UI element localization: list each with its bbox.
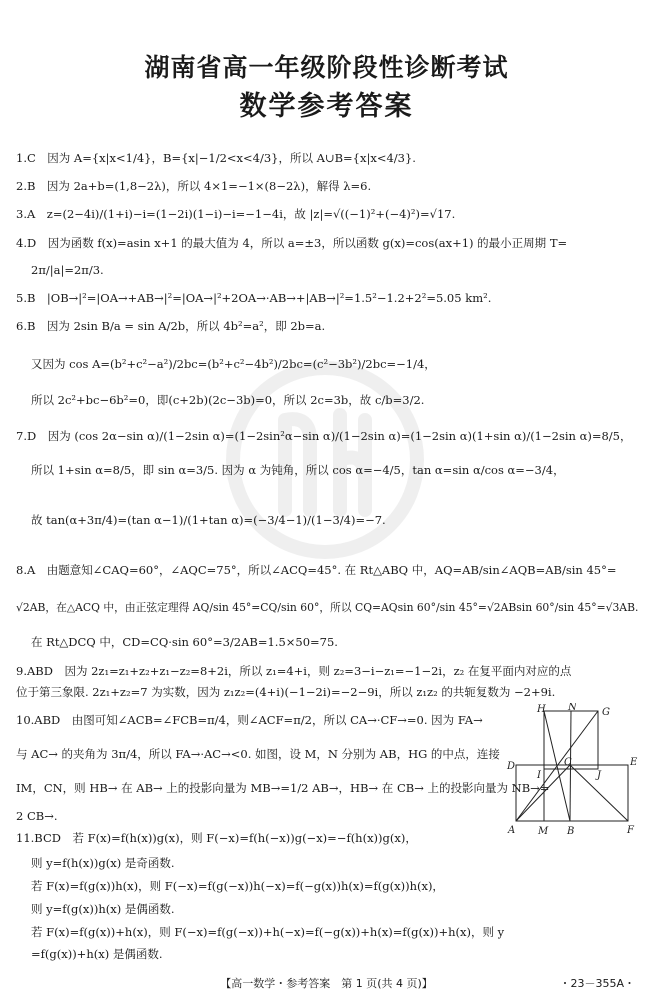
answer-4-cont: 2π/|a|=2π/3. (31, 263, 104, 277)
answer-11-line-3: 若 F(x)=f(g(x))h(x)，则 F(−x)=f(g(−x))h(−x)=f(−g(x))h(x)=f(g(x))h(x)， (31, 879, 444, 893)
answer-9-line-2: 位于第三象限. 2z₁+z₂=7 为实数，因为 z₁z₂=(4+i)(−1−2i)=−2−9i，所以 z₁z₂ 的共轭复数为 −2+9i. (16, 685, 556, 699)
label-G: G (602, 707, 610, 718)
answer-11-line-4: 则 y=f(g(x))h(x) 是偶函数. (31, 902, 175, 916)
lower-rectangle (516, 765, 628, 821)
answer-6-line-3: 所以 2c²+bc−6b²=0，即(c+2b)(2c−3b)=0，所以 2c=3b，故 c/b=3/2. (31, 393, 425, 407)
label-C: C (564, 757, 572, 768)
label-D: D (507, 761, 516, 772)
answer-10-line-3: IM，CN，则 HB→ 在 AB→ 上的投影向量为 MB→=1/2 AB→，HB→ 在 CB→ 上的投影向量为 NB→= (16, 781, 550, 795)
label-E: E (630, 757, 638, 768)
answer-10-line-4: 2 CB→. (16, 809, 58, 823)
answer-5: 5.B |OB→|²=|OA→+AB→|²=|OA→|²+2OA→·AB→+|AB→|²=1.5²−1.2+2²=5.05 km². (16, 291, 492, 305)
answer-1: 1.C 因为 A={x|x<1/4}，B={x|−1/2<x<4/3}，所以 A∪B={x|x<4/3}. (16, 151, 416, 165)
line-AC (516, 765, 570, 821)
geometry-figure (506, 703, 641, 838)
label-F: F (627, 825, 634, 836)
answer-10: 10.ABD 由图可知∠ACB=∠FCB=π/4，则∠ACF=π/2，所以 CA→·CF→=0. 因为 FA→ (16, 713, 483, 727)
watermark-seal (225, 360, 425, 560)
answer-4: 4.D 因为函数 f(x)=asin x+1 的最大值为 4，所以 a=±3，所以函数 g(x)=cos(ax+1) 的最小正周期 T= (16, 236, 568, 250)
page-footer: 【高一数学・参考答案 第 1 页(共 4 页)】 (220, 977, 433, 990)
answer-7: 7.D 因为 (cos 2α−sin α)/(1−2sin α)=(1−2sin²α−sin α)/(1−2sin α)=(1−2sin α)(1+sin α)/(1−2sin α)=8/5， (16, 429, 632, 443)
answer-11: 11.BCD 若 F(x)=f(h(x))g(x)，则 F(−x)=f(h(−x))g(−x)=−f(h(x))g(x)， (16, 831, 417, 845)
answer-8-line-2: √2AB，在△ACQ 中，由正弦定理得 AQ/sin 45°=CQ/sin 60°，所以 CQ=AQsin 60°/sin 45°=√2ABsin 60°/sin 45°=√3AB. (16, 601, 639, 614)
label-B: B (567, 826, 575, 837)
label-J: J (597, 770, 602, 781)
paper-code: ・23－355A・ (559, 977, 635, 990)
answer-8: 8.A 由题意知∠CAQ=60°，∠AQC=75°，所以∠ACQ=45°. 在 Rt△ABQ 中，AQ=AB/sin∠AQB=AB/sin 45°= (16, 563, 617, 577)
answer-10-line-2: 与 AC→ 的夹角为 3π/4，所以 FA→·AC→<0. 如图，设 M，N 分别为 AB，HG 的中点，连接 (16, 747, 500, 761)
answer-6: 6.B 因为 2sin B/a = sin A/2b，所以 4b²=a²，即 2b=a. (16, 319, 326, 333)
answer-key-title: 数学参考答案 (239, 91, 414, 122)
answer-3: 3.A z=(2−4i)/(1+i)−i=(1−2i)(1−i)−i=−1−4i，故 |z|=√((−1)²+(−4)²)=√17. (16, 207, 456, 221)
answer-2: 2.B 因为 2a+b=(1,8−2λ)，所以 4×1=−1×(8−2λ)，解得 λ=6. (16, 179, 372, 193)
answer-7-line-3: 故 tan(α+3π/4)=(tan α−1)/(1+tan α)=(−3/4−1)/(1−3/4)=−7. (31, 513, 386, 527)
answer-11-line-5: 若 F(x)=f(g(x))+h(x)，则 F(−x)=f(g(−x))+h(−x)=f(−g(x))+h(x)=f(g(x))+h(x)，则 y (31, 925, 505, 939)
answer-11-line-2: 则 y=f(h(x))g(x) 是奇函数. (31, 856, 175, 870)
answer-8-line-3: 在 Rt△DCQ 中，CD=CQ·sin 60°=3/2AB=1.5×50=75. (31, 635, 338, 649)
exam-title: 湖南省高一年级阶段性诊断考试 (144, 53, 509, 82)
answer-6-line-2: 又因为 cos A=(b²+c²−a²)/2bc=(b²+c²−4b²)/2bc=(c²−3b²)/2bc=−1/4， (31, 357, 436, 371)
label-N: N (568, 703, 577, 713)
answer-7-line-2: 所以 1+sin α=8/5，即 sin α=3/5. 因为 α 为钝角，所以 cos α=−4/5，tan α=sin α/cos α=−3/4， (31, 463, 565, 477)
label-H: H (537, 704, 546, 715)
label-A: A (508, 825, 516, 836)
answer-11-line-6: =f(g(x))+h(x) 是偶函数. (31, 947, 163, 961)
label-I: I (537, 770, 541, 781)
label-M: M (538, 826, 549, 837)
answer-9: 9.ABD 因为 2z₁=z₁+z₂+z₁−z₂=8+2i，所以 z₁=4+i，则 z₂=3−i−z₁=−1−2i，z₂ 在复平面内对应的点 (16, 664, 572, 678)
